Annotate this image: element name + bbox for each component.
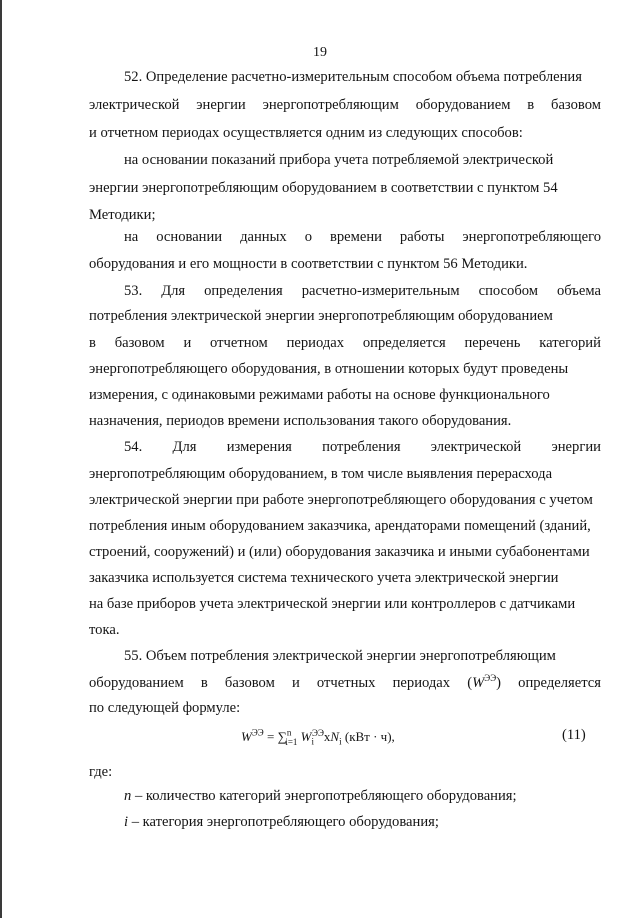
w-ee-symbol: $(W^{ЭЭ})$	[467, 673, 502, 691]
p53-line3	[89, 335, 601, 352]
word: потребления	[322, 439, 401, 455]
formula-n-sub: i	[339, 736, 342, 747]
p53-line5: измерения, с одинаковыми режимами работы на основе функционального	[89, 387, 550, 403]
superscript: ЭЭ	[484, 673, 497, 684]
definition-text: – категория энергопотребляющего оборудования;	[128, 814, 439, 830]
word: энергии	[196, 97, 246, 113]
definition-i	[124, 814, 439, 831]
word: электрической	[89, 97, 180, 113]
definition-symbol: n	[124, 788, 132, 804]
word: периодах	[286, 335, 345, 351]
p54-line3: электрической энергии при работе энергопотребляющего оборудования с учетом	[89, 492, 593, 508]
formula-multiply: x	[323, 729, 331, 744]
word: энергопотребляющим	[262, 97, 399, 113]
word: периодах	[392, 675, 451, 691]
formula-sum-lower: i=1	[285, 736, 298, 747]
word: определяется	[362, 335, 446, 351]
word: в	[200, 675, 208, 691]
word: отчетном	[210, 335, 268, 351]
p54-line2: энергопотребляющим оборудованием, в том числе выявления перерасхода	[89, 466, 553, 482]
page-number: 19	[313, 45, 327, 60]
word: категорий	[539, 335, 601, 351]
where-label: где:	[89, 764, 113, 780]
word: энергопотребляющего	[462, 229, 601, 245]
p53-line2: потребления электрической энергии энергопотребляющим оборудованием	[89, 308, 553, 324]
formula-lhs-sup: ЭЭ	[251, 727, 264, 738]
word: определяется	[518, 675, 601, 691]
formula-lhs: W	[241, 729, 252, 744]
word: основании	[156, 229, 223, 245]
p52-line3: и отчетном периодах осуществляется одним из следующих способов:	[89, 125, 523, 141]
word: работы	[399, 229, 445, 245]
word: времени	[329, 229, 382, 245]
formula-11	[241, 729, 395, 745]
p54-line5: строений, сооружений) и (или) оборудования заказчика и иными субабонентами	[89, 544, 590, 560]
p54-line1	[124, 439, 601, 456]
word: 54.	[124, 439, 143, 455]
p52-line4: на основании показаний прибора учета потребляемой электрической	[124, 152, 554, 168]
p52-line2	[89, 97, 601, 114]
p52-line1: 52. Определение расчетно-измерительным способом объема потребления	[124, 69, 582, 85]
word: перечень	[464, 335, 521, 351]
word: оборудованием	[415, 97, 511, 113]
word: базовом	[224, 675, 275, 691]
word: расчетно-измерительным	[301, 283, 460, 299]
p53-line6: назначения, периодов времени использования такого оборудования.	[89, 413, 512, 429]
word: способом	[478, 283, 538, 299]
p53-line1	[124, 283, 601, 300]
word: Для	[161, 283, 186, 299]
word: о	[304, 229, 312, 245]
word: в	[89, 335, 96, 351]
word: измерения	[226, 439, 292, 455]
word: данных	[240, 229, 287, 245]
formula-n: N	[330, 729, 340, 744]
word: базовом	[551, 97, 601, 113]
p52-line8: оборудования и его мощности в соответствии с пунктом 56 Методики.	[89, 256, 528, 272]
p54-line7: на базе приборов учета электрической энергии или контроллеров с датчиками	[89, 596, 576, 612]
p55-line1: 55. Объем потребления электрической энергии энергопотребляющим	[124, 648, 556, 664]
p52-line7	[124, 229, 601, 246]
p54-line8: тока.	[89, 622, 120, 638]
word: электрической	[430, 439, 522, 455]
word: объема	[556, 283, 601, 299]
symbol: W	[472, 675, 485, 691]
word: и	[291, 675, 300, 691]
definition-n	[124, 788, 517, 805]
word: Для	[172, 439, 197, 455]
p54-line6: заказчика используется система технического учета электрической энергии	[89, 570, 559, 586]
word: в	[527, 97, 535, 113]
word: определения	[204, 283, 283, 299]
p52-line5: энергии энергопотребляющим оборудованием в соответствии с пунктом 54	[89, 180, 558, 196]
word: 53.	[124, 283, 143, 299]
formula-sum-sign: = ∑	[263, 729, 287, 744]
word: базовом	[114, 335, 165, 351]
formula-sum-upper: n	[286, 727, 292, 738]
p54-line4: потребления иным оборудованием заказчика, арендаторами помещений (зданий,	[89, 518, 591, 534]
equation-number: (11)	[562, 727, 586, 743]
definition-text: – количество категорий энергопотребляющего оборудования;	[131, 788, 517, 804]
formula-units: (кВт · ч),	[341, 729, 395, 744]
p55-line2	[89, 675, 601, 692]
word: на	[124, 229, 139, 245]
p53-line4: энергопотребляющего оборудования, в отношении которых будут проведены	[89, 361, 569, 377]
word: энергии	[551, 439, 601, 455]
formula-w: W	[297, 729, 312, 744]
formula-w-sup: ЭЭ	[312, 727, 324, 738]
word: и	[183, 335, 192, 351]
formula-w-sub: i	[311, 736, 315, 747]
p55-line3: по следующей формуле:	[89, 700, 241, 716]
word: отчетных	[316, 675, 376, 691]
word: оборудованием	[89, 675, 184, 691]
definition-symbol: i	[124, 814, 129, 830]
p52-line6: Методики;	[89, 207, 156, 223]
